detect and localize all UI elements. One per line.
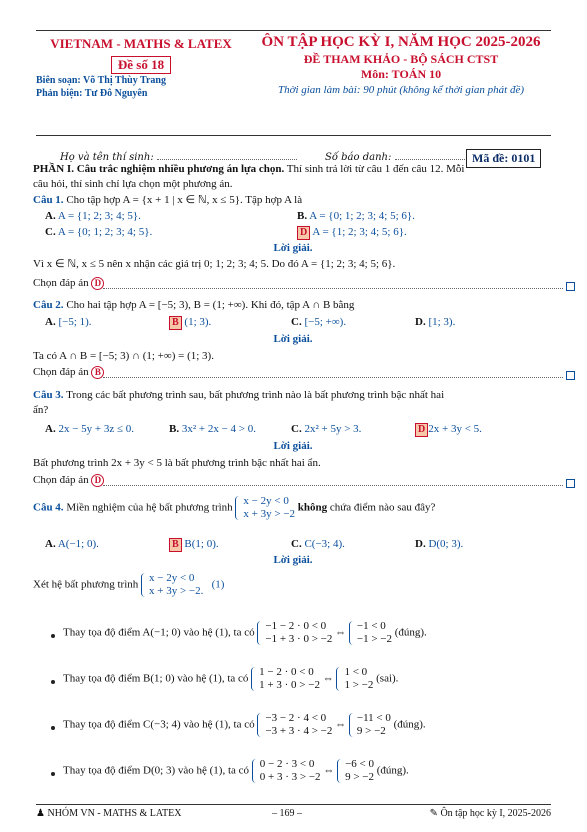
q3-correct-marker: D (415, 423, 428, 437)
q1-correct-marker: D (297, 226, 310, 240)
q2-option-c[interactable]: C. [−5; +∞). (291, 316, 347, 328)
q2-option-b[interactable]: B (1; 3). (169, 315, 211, 330)
q3-label: Câu 3. (33, 389, 64, 401)
sbd-label: Số báo danh: (325, 152, 392, 163)
q2-dotline (103, 377, 563, 378)
q1-option-a[interactable]: A. A = {1; 2; 3; 4; 5}. (45, 210, 141, 222)
q4-line (33, 495, 435, 521)
q4-item-3-result-sys: −11 < 0 9 > −2 (349, 712, 391, 738)
q2-correct-marker: B (169, 316, 182, 330)
q4-khong: không (297, 501, 328, 514)
subject: Môn: TOÁN 10 (360, 67, 442, 81)
q1-option-c[interactable]: C. A = {0; 1; 2; 3; 4; 5}. (45, 226, 153, 238)
q4-bullet-1 (51, 634, 55, 638)
q4-bullet-3 (51, 726, 55, 730)
q2-solution: Ta có A ∩ B = [−5; 3) ∩ (1; +∞) = (1; 3). (33, 350, 214, 362)
q2-text: Cho hai tập hợp A = [−5; 3), B = (1; +∞). Khi đó, tập A ∩ B bằng (66, 299, 355, 311)
q4-solution-title: Lời giải. (273, 554, 313, 566)
q2-solution-title: Lời giải. (273, 333, 313, 345)
header-left (36, 36, 246, 100)
student-name-label: Họ và tên thí sinh: (60, 152, 154, 163)
q1-solution: Vì x ∈ ℕ, x ≤ 5 nên x nhận các giá trị 0; 1; 2; 3; 4; 5. Do đó A = {1; 2; 3; 4; 5; 6}. (33, 258, 396, 270)
q4-item-2-result-sys: 1 < 0 1 > −2 (336, 666, 373, 692)
exam-subtitle: ĐỀ THAM KHẢO - BỘ SÁCH CTST (303, 52, 499, 66)
edit-icon: ✎ (429, 808, 438, 819)
q3-end-square (566, 479, 575, 488)
q4-bullet-4 (51, 772, 55, 776)
q3-option-b[interactable]: B. 3x² + 2x − 4 > 0. (169, 423, 257, 435)
header-rule (36, 135, 551, 136)
q1-answer: Chọn đáp án D (33, 276, 104, 291)
q4-bullet-2 (51, 680, 55, 684)
q4-correct-marker: B (169, 538, 182, 552)
footer-right: ✎ Ôn tập học kỳ I, 2025-2026 (429, 808, 551, 819)
exam-code-box: Mã đề: 0101 (466, 149, 541, 168)
q3-option-c[interactable]: C. 2x² + 5y > 3. (291, 423, 362, 435)
q4-option-b[interactable]: B B(1; 0). (169, 537, 219, 552)
q4-item-1-result-sys: −1 < 0 −1 > −2 (349, 620, 392, 646)
q1-text: Cho tập hợp A = {x + 1 | x ∈ ℕ, x ≤ 5}. Tập hợp A là (66, 194, 303, 206)
q3-option-a[interactable]: A. 2x − 5y + 3z ≤ 0. (45, 423, 135, 435)
q3-solution: Bất phương trình 2x + 3y < 5 là bất phương trình bậc nhất hai ẩn. (33, 457, 321, 469)
q4-item-3-sys: −3 − 2 · 4 < 0 −3 + 3 · 4 > −2 (257, 712, 332, 738)
exam-title: ÔN TẬP HỌC KỲ I, NĂM HỌC 2025-2026 (261, 34, 541, 50)
footer-left: ♟ NHÓM VN - MATHS & LATEX (36, 808, 182, 819)
q4-item-4-result-sys: −6 < 0 9 > −2 (337, 758, 374, 784)
footer-rule (36, 804, 551, 805)
q3-solution-title: Lời giải. (273, 440, 313, 452)
q2-answer-circle: B (91, 366, 104, 379)
q4-item-2-sys: 1 − 2 · 0 < 0 1 + 3 · 0 > −2 (251, 666, 320, 692)
q4-option-d[interactable]: D. D(0; 3). (415, 538, 464, 550)
q3-dotline (103, 485, 563, 486)
group-icon: ♟ (36, 808, 45, 819)
q2-end-square (566, 371, 575, 380)
part1-heading-line (33, 162, 464, 177)
brand-title: VIETNAM - MATHS & LATEX (50, 36, 232, 51)
q4-solution-system: x − 2y < 0 x + 3y > −2. (141, 572, 203, 598)
q4-tail: chứa điểm nào sau đây? (329, 501, 436, 514)
q1-solution-title: Lời giải. (273, 242, 313, 254)
part1-intro: Thí sinh trả lời từ câu 1 đến câu 12. Mỗi (284, 163, 465, 175)
q4-label: Câu 4. (33, 501, 64, 514)
q3-line (33, 388, 444, 403)
q3-text-line2: ẩn? (33, 404, 49, 416)
q1-dotline (103, 288, 563, 289)
q3-answer-circle: D (91, 474, 104, 487)
header-right (246, 34, 556, 96)
reviewer-credit: Phản biện: Tư Đô Nguyên (36, 88, 148, 99)
q1-answer-circle: D (91, 277, 104, 290)
q4-text: Miền nghiệm của hệ bất phương trình (66, 501, 233, 514)
part1-intro-line2: câu hỏi, thí sinh chỉ lựa chọn một phương án. (33, 178, 233, 190)
author-credit: Biên soạn: Võ Thị Thùy Trang (36, 75, 166, 86)
q2-option-a[interactable]: A. [−5; 1). (45, 316, 92, 328)
q4-item-3: Thay tọa độ điểm C(−3; 4) vào hệ (1), ta có −3 − 2 · 4 < 0 −3 + 3 · 4 > −2 ⇔ −11 < 0 9 > −2 (đúng). (63, 712, 426, 737)
page-number: – 169 – (272, 808, 302, 819)
q1-end-square (566, 282, 575, 291)
student-name-blank[interactable] (157, 159, 297, 160)
q1-option-b[interactable]: B. A = {0; 1; 2; 3; 4; 5; 6}. (297, 210, 415, 222)
time-limit: Thời gian làm bài: 90 phút (không kể thời gian phát đề) (277, 84, 525, 96)
q2-answer: Chọn đáp án B (33, 365, 104, 380)
part1-heading: PHẦN I. Câu trắc nghiệm nhiều phương án lựa chọn. (33, 163, 285, 175)
q2-option-d[interactable]: D. [1; 3). (415, 316, 456, 328)
exam-number: Đề số 18 (111, 56, 171, 74)
q3-text: Trong các bất phương trình sau, bất phương trình nào là bất phương trình bậc nhất hai (66, 389, 445, 401)
q3-answer: Chọn đáp án D (33, 473, 104, 488)
q1-label: Câu 1. (33, 194, 64, 206)
q2-label: Câu 2. (33, 299, 64, 311)
q4-item-4: Thay tọa độ điểm D(0; 3) vào hệ (1), ta có 0 − 2 · 3 < 0 0 + 3 · 3 > −2 ⇔ −6 < 0 9 > −2 (đúng). (63, 758, 409, 783)
q4-system: x − 2y < 0 x + 3y > −2 (235, 495, 295, 521)
q2-line (33, 298, 354, 313)
q4-item-4-sys: 0 − 2 · 3 < 0 0 + 3 · 3 > −2 (252, 758, 321, 784)
q4-solution-intro: Xét hệ bất phương trình x − 2y < 0 x + 3y > −2. (1) (33, 572, 225, 597)
q1-option-d[interactable]: D A = {1; 2; 3; 4; 5; 6}. (297, 225, 407, 240)
q4-option-a[interactable]: A. A(−1; 0). (45, 538, 99, 550)
q3-option-d[interactable]: D 2x + 3y < 5. (415, 422, 482, 437)
top-rule (36, 30, 551, 31)
q1-line (33, 193, 302, 208)
q4-item-1: Thay tọa độ điểm A(−1; 0) vào hệ (1), ta có −1 − 2 · 0 < 0 −1 + 3 · 0 > −2 ⇔ −1 < 0 −1 > −2 (đúng). (63, 620, 427, 645)
q4-item-1-sys: −1 − 2 · 0 < 0 −1 + 3 · 0 > −2 (257, 620, 332, 646)
q4-item-2: Thay tọa độ điểm B(1; 0) vào hệ (1), ta có 1 − 2 · 0 < 0 1 + 3 · 0 > −2 ⇔ 1 < 0 1 > −2 (sai). (63, 666, 399, 691)
q4-option-c[interactable]: C. C(−3; 4). (291, 538, 345, 550)
sbd-blank[interactable] (395, 159, 465, 160)
